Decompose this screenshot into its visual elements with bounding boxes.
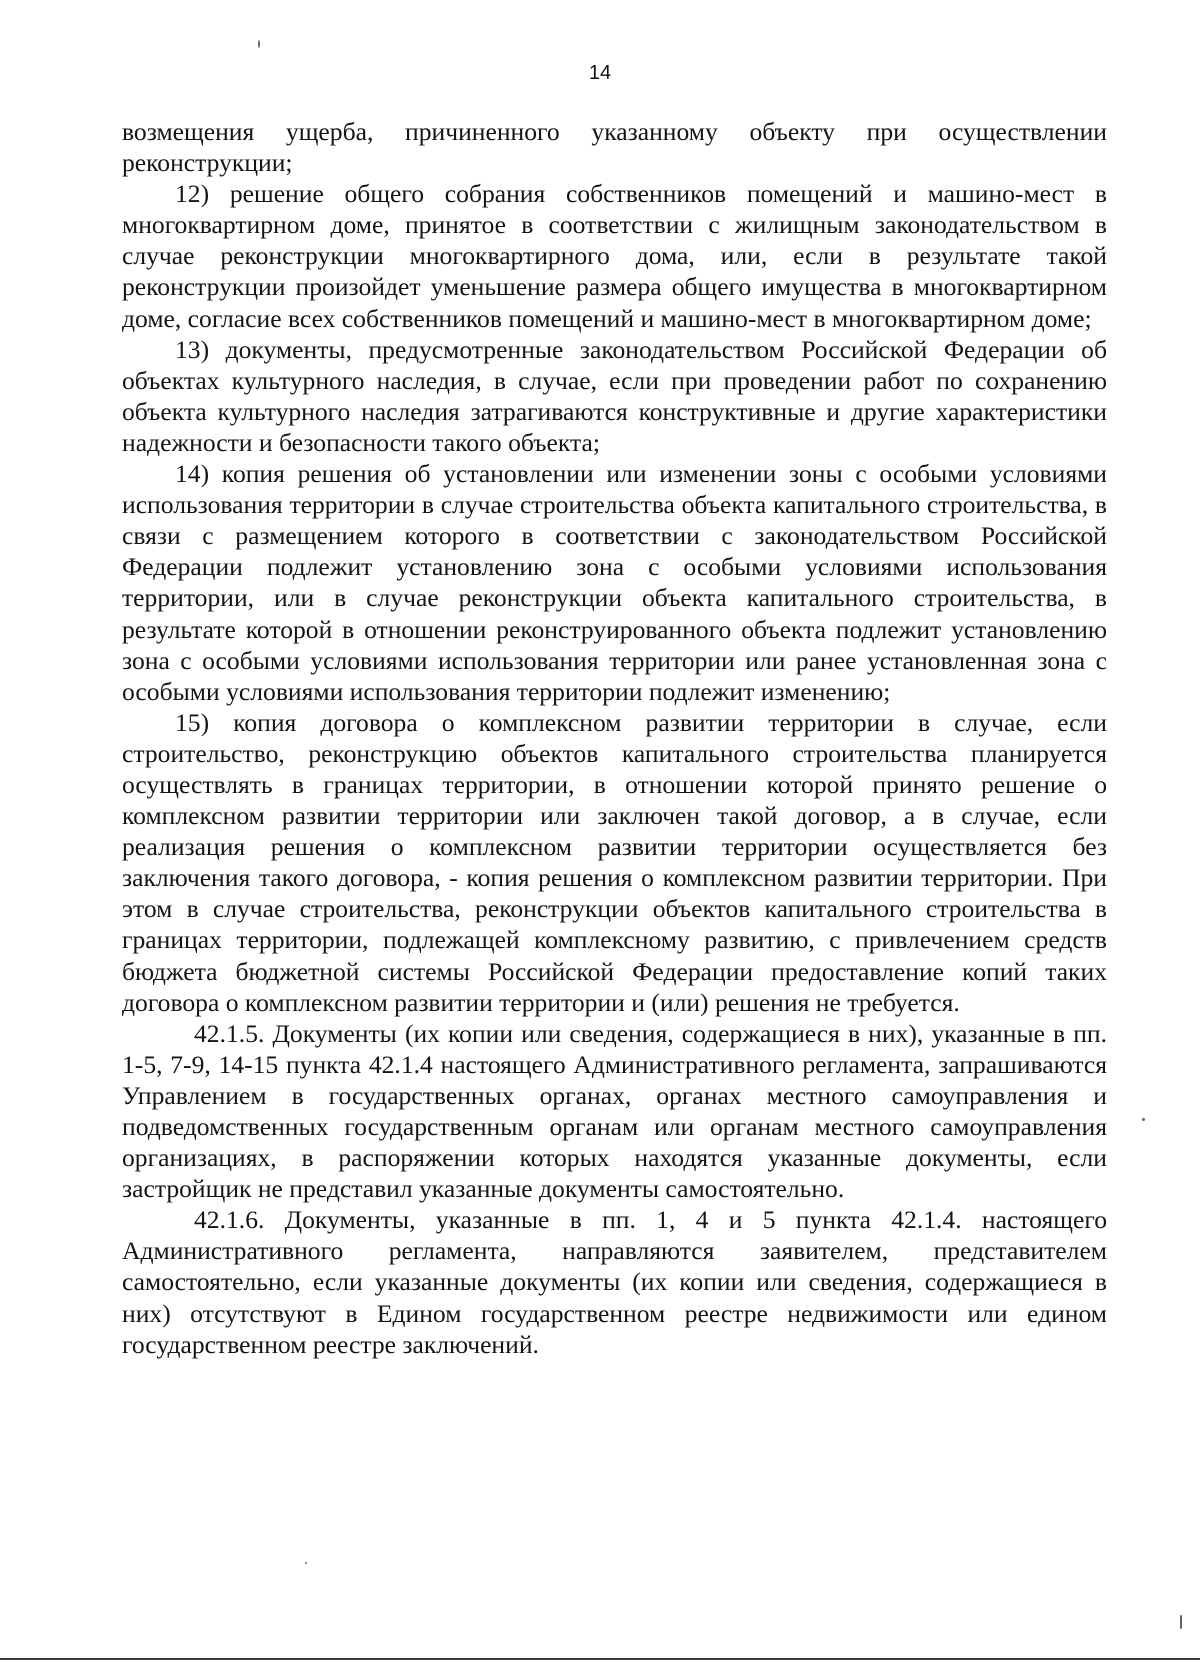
list-item-14: 14) копия решения об установлении или изменении зоны с особыми условиями использования территории в случае строительства объекта капитального строительства, в связи с размещением которого в соответствии с законодательством Российской Федерации подлежит установлению зона с особыми условиями использования территории, или в случае реконструкции объекта капитального строительства, в результате которой в отношении реконструированного объекта подлежит установлению зона с особыми условиями использования территории или ранее установленная зона с особыми условиями использования территории подлежит изменению; xyxy=(122,459,1107,706)
list-item-12: 12) решение общего собрания собственников помещений и машино-мест в многоквартирном доме, принятое в соответствии с жилищным законодательством в случае реконструкции многоквартирного дома, или, если в результате такой реконструкции произойдет уменьшение размера общего имущества в многоквартирном доме, согласие всех собственников помещений и машино-мест в многоквартирном доме; xyxy=(122,179,1107,333)
clause-42-1-6: 42.1.6. Документы, указанные в пп. 1, 4 и 5 пункта 42.1.4. настоящего Административного регламента, направляются заявителем, представителем самостоятельно, если указанные документы (их копии или сведения, содержащиеся в них) отсутствуют в Едином государственном реестре недвижимости или едином государственном реестре заключений. xyxy=(122,1205,1107,1359)
clause-42-1-5: 42.1.5. Документы (их копии или сведения, содержащиеся в них), указанные в пп. 1-5, 7-9, 14-15 пункта 42.1.4 настоящего Административного регламента, запрашиваются Управлением в государственных органах, органах местного самоуправления и подведомственных государственным органам или органам местного самоуправления организациях, в распоряжении которых находятся указанные документы, если застройщик не представил указанные документы самостоятельно. xyxy=(122,1018,1107,1204)
scan-artifact xyxy=(258,40,260,48)
list-item-15: 15) копия договора о комплексном развитии территории в случае, если строительство, реконструкцию объектов капитального строительства планируется осуществлять в границах территории, в отношении которой принято решение о комплексном развитии территории или заключен такой договор, а в случае, если реализация решения о комплексном развитии территории осуществляется без заключения такого договора, - копия решения о комплексном развитии территории. При этом в случае строительства, реконструкции объектов капитального строительства в границах территории, подлежащей комплексному развитию, с привлечением средств бюджета бюджетной системы Российской Федерации предоставление копий таких договора о комплексном развитии территории и (или) решения не требуется. xyxy=(122,707,1107,1017)
paragraph-continuation: возмещения ущерба, причиненного указанному объекту при осуществлении реконструкции; xyxy=(122,117,1107,178)
document-body xyxy=(122,116,1107,1360)
page-number: 14 xyxy=(588,62,612,84)
scan-artifact xyxy=(1180,1615,1182,1629)
scan-artifact xyxy=(305,1562,307,1564)
scan-bottom-edge xyxy=(0,1658,1200,1660)
scan-artifact xyxy=(1142,1118,1145,1121)
list-item-13: 13) документы, предусмотренные законодательством Российской Федерации об объектах культурного наследия, в случае, если при проведении работ по сохранению объекта культурного наследия затрагиваются конструктивные и другие характеристики надежности и безопасности такого объекта; xyxy=(122,334,1107,457)
